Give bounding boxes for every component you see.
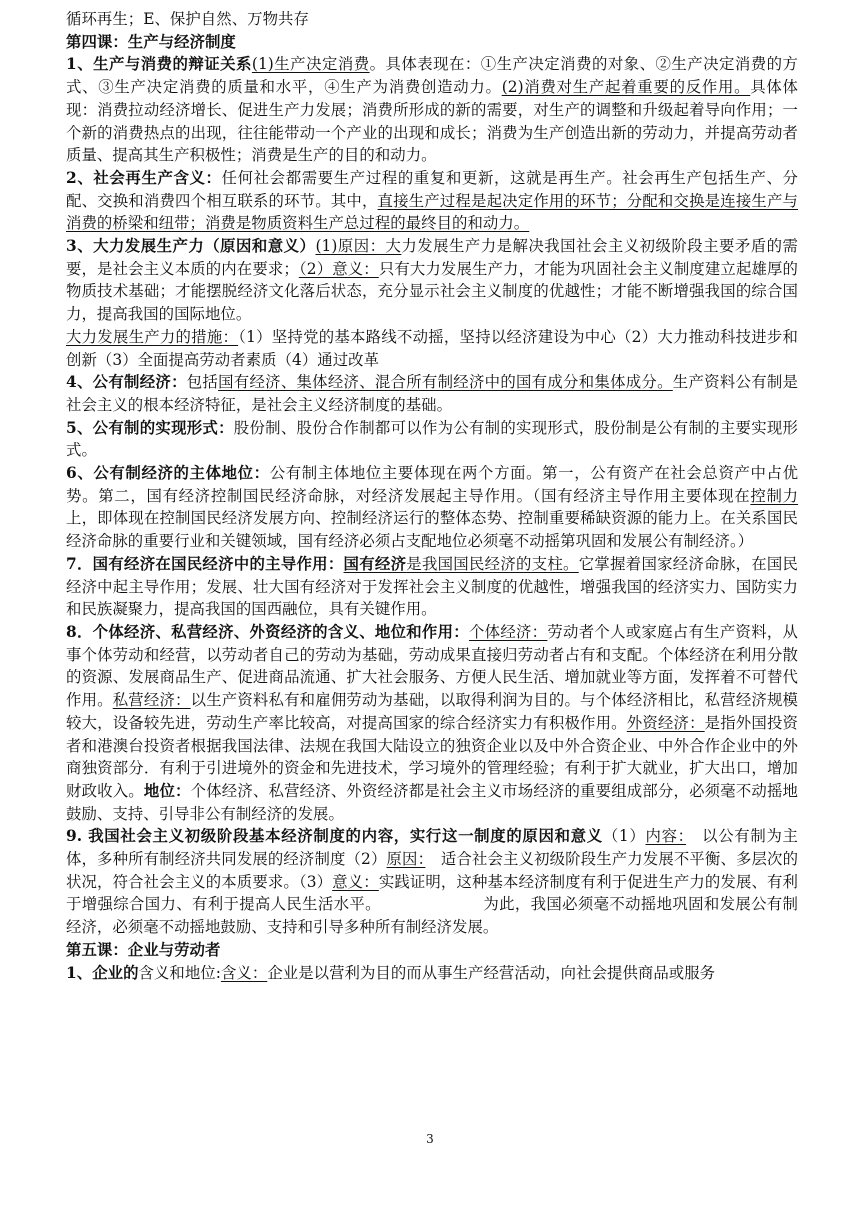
section-4 [66,371,798,416]
section-1-text-b: 。具体表现在：①生产决定消费的对象、②生产决定消费的方式、③生产决定消费的质量和水平，④生产为消费创造动力。 [66,55,798,97]
section-8-bold-g: 地位： [143,781,191,800]
section-7-underline-a: 国有经济 [343,554,407,573]
section-3-text-f: （1）坚持党的基本路线不动摇，坚持以经济建设为中心（2）大力推动科技进步和创新（3）全面提高劳动者素质（4）通过改革 [66,327,799,369]
section-10-text-c: 企业是以营利为目的而从事生产经营活动，向社会提供商品或服务 [267,963,716,982]
section-3-measures [66,326,798,371]
section-9-title: 9. 我国社会主义初级阶段基本经济制度的内容，实行这一制度的原因和意义 [66,827,603,846]
section-5 [66,417,798,462]
section-9-underline-d: 原因： [386,850,426,869]
section-8-underline-a: 个体经济： [468,622,548,641]
section-6-text-a: 公有制主体地位主要体现在两个方面。第一，公有资产在社会总资产中占优势。第二，国有经济控制国民经济命脉，对经济发展起主导作用。（国有经济主导作用主要体现在 [66,464,799,505]
section-8-underline-e: 外资经济： [626,713,705,732]
section-9-text-g: 实践证明，这种基本经济制度有利于促进生产力的发展、有利于增强综合国力、有利于提高人民生活水平。 为此，我国必须毫不动摇地巩固和发展公有制经济，必须毫不动摇地鼓励、支持和引导多种所有制经济发展。 [66,872,798,937]
section-5-title: 5、公有制的实现形式： [66,418,234,437]
section-2-title: 2、社会再生产含义： [66,168,222,187]
section-8-text-b: 劳动者个人或家庭占有生产资料，从事个体劳动和经营，以劳动者自己的劳动为基础，劳动成果直接归劳动者占有和支配。个体经济在利用分散的资源、发展商品生产、促进商品流通、扩大社会服务、方便人民生活、增加就业等方面，发挥着不可替代作用。 [66,622,798,710]
section-3-title: 3、大力发展生产力（原因和意义） [66,237,316,256]
section-1-title: 1、生产与消费的辩证关系 [66,55,252,74]
section-3-underline-e: 大力发展生产力的措施： [66,327,239,346]
section-5-text-a: 股份制、股份合作制都可以作为公有制的实现形式，股份制是公有制的主要实现形式。 [66,418,798,460]
section-6-title: 6、公有制经济的主体地位： [66,464,270,483]
section-8-text-h: 个体经济、私营经济、外资经济都是社会主义市场经济的重要组成部分，必须毫不动摇地鼓励、支持、引导非公有制经济的发展。 [66,781,798,823]
section-10-title: 1、企业的 [66,963,139,982]
intro-line [66,8,798,31]
section-6-underline-b: 控制力 [750,486,799,505]
section-8-text-d: 以生产资料私有和雇佣劳动为基础，以取得利润为目的。与个体经济相比，私营经济规模较大，设备较先进，劳动生产率比较高，对提高国家的综合经济实力有积极作用。 [66,691,798,732]
lesson-5-title: 第五课：企业与劳动者 [66,940,221,959]
section-7-text-c: 它掌握着国家经济命脉，在国民经济中起主导作用；发展、壮大国有经济对于发挥社会主义制度的优越性，增强我国的经济实力、国防实力和民族凝聚力，提高我国的国西融位，具有关键作用。 [66,554,798,619]
section-1 [66,53,798,167]
section-8-title: 8．个体经济、私营经济、外资经济的含义、地位和作用： [66,622,469,641]
section-9-text-a: （1） [602,827,646,846]
section-4-underline-b: 国有经济、集体经济、混合所有制经济中的国有成分和集体成分。 [218,373,673,392]
section-2-text-a: 任何社会都需要生产过程的重复和更新，这就是再生产。社会再生产包括生产、分配、交换和消费四个相互联系的环节。其中， [66,168,798,210]
section-9-underline-f: 意义： [332,872,379,891]
section-1-underline-a: (1)生产决定消费 [251,55,370,74]
section-7-title: 7．国有经济在国民经济中的主导作用： [66,554,344,573]
section-6-text-c: 上，即体现在控制国民经济发展方向、控制经济运行的整体态势、控制重要稀缺资源的能力上。在关系国民经济命脉的重要行业和关键领域，国有经济必须占支配地位必须毫不动摇第巩固和发展公有制经济。） [66,509,798,551]
section-3-text-b: 力发展生产力是解决我国社会主义初级阶段主要矛盾的需要，是社会主义本质的内在要求； [66,237,798,278]
section-3-underline-c: （2）意义： [298,259,379,278]
section-7-underline-b: 是我国国民经济的支柱。 [406,554,579,573]
section-8 [66,621,798,825]
section-1-underline-c: (2)消费对生产起着重要的反作用。 [501,78,751,97]
section-10 [66,962,798,985]
section-9-underline-b: 内容： [645,827,687,846]
section-3-underline-a: (1)原因：大 [315,237,402,256]
section-8-text-f: 是指外国投资者和港澳台投资者根据我国法律、法规在我国大陆设立的独资企业以及中外合资企业、中外合作企业中的外商独资部分．有利于引进境外的资金和先进技术，学习境外的管理经验；有利于扩大就业，扩大出口，增加财政收入。 [66,713,798,800]
section-1-text-d: 具体体现：消费拉动经济增长、促进生产力发展；消费所形成的新的需要，对生产的调整和升级起着导向作用；一个新的消费热点的出现，往往能带动一个产业的出现和成长；消费为生产创造出新的劳动力，并提高劳动者质量、提高其生产积极性；消费是生产的目的和动力。 [66,78,798,165]
section-3-text-d: 只有大力发展生产力，才能为巩固社会主义制度建立起雄厚的物质技术基础；才能摆脱经济文化落后状态，充分显示社会主义制度的优越性；才能不断增强我国的综合国力，提高我国的国际地位。 [66,259,798,324]
section-4-text-c: 生产资料公有制是社会主义的根本经济特征，是社会主义经济制度的基础。 [66,373,798,414]
section-6 [66,462,798,553]
lesson-4-title: 第四课：生产与经济制度 [66,32,236,51]
lesson-4-heading [66,31,798,54]
section-7 [66,553,798,621]
intro-text: 循环再生；E、保护自然、万物共存 [66,10,309,28]
section-2 [66,167,798,235]
lesson-5-heading [66,939,798,962]
page-number: 3 [426,1132,434,1146]
section-8-underline-c: 私营经济： [112,691,191,710]
section-9 [66,825,798,939]
section-2-underline-b: 直接生产过程是起决定作用的环节；分配和交换是连接生产与消费的桥梁和纽带；消费是物质资料生产总过程的最终目的和动力。 [66,191,798,233]
section-10-text-a: 含义和地位: [138,963,221,982]
section-4-text-a: 包括 [186,373,219,392]
section-9-text-e: 适合社会主义初级阶段生产力发展不平衡、多层次的状况，符合社会主义的本质要求。（3） [66,850,799,891]
section-3 [66,235,798,326]
section-4-title: 4、公有制经济： [66,373,187,392]
section-10-underline-b: 含义： [220,963,268,982]
section-9-text-c: 以公有制为主体，多种所有制经济共同发展的经济制度（2） [66,827,798,869]
